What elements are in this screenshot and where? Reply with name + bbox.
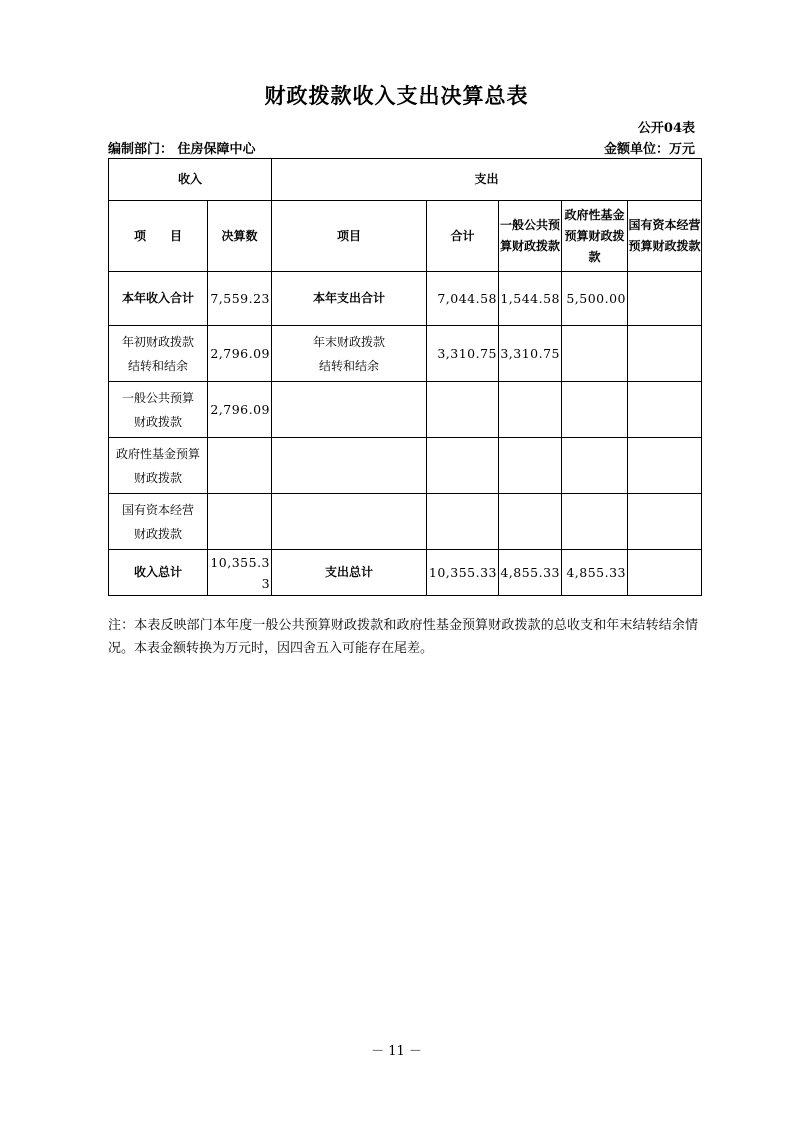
income-item: [109, 326, 208, 382]
income-amount-line2: 3: [261, 575, 271, 591]
budget-summary-table: [108, 158, 702, 596]
income-item-line1: 一般公共预算: [121, 390, 194, 405]
col-gov-fund-line1: 政府性基金: [564, 207, 625, 222]
table-row: [109, 550, 702, 596]
expense-total: 7,044.58: [427, 272, 499, 326]
form-number: 公开04表: [637, 121, 695, 136]
empty-cell: [427, 438, 499, 494]
income-item: [109, 438, 208, 494]
income-item: [109, 494, 208, 550]
expense-item-line2: 结转和结余: [319, 358, 380, 373]
col-total: 合计: [427, 201, 499, 272]
empty-cell: [562, 494, 628, 550]
footnote: 注：本表反映部门本年度一般公共预算财政拨款和政府性基金预算财政拨款的总收支和年末结转结余情况。本表金额转换为万元时，因四舍五入可能存在尾差。: [108, 618, 698, 656]
empty-cell: [628, 438, 702, 494]
empty-cell: [272, 438, 427, 494]
empty-cell: [628, 494, 702, 550]
page-title: 财政拨款收入支出决算总表: [264, 83, 529, 108]
empty-cell: [427, 382, 499, 438]
income-amount: [208, 438, 272, 494]
table-row: [109, 382, 702, 438]
table-row: [109, 494, 702, 550]
income-item-line2: 财政拨款: [133, 526, 182, 541]
income-amount: [208, 494, 272, 550]
expense-state-capital: [628, 326, 702, 382]
table-row: [109, 326, 702, 382]
income-amount: 2,796.09: [208, 326, 272, 382]
income-item: 本年收入合计: [109, 272, 208, 326]
income-header: 收入: [109, 159, 272, 201]
expense-item: [272, 326, 427, 382]
empty-cell: [562, 382, 628, 438]
expense-total: 3,310.75: [427, 326, 499, 382]
empty-cell: [499, 438, 562, 494]
col-gov-fund-line2: 预算财政拨: [564, 228, 625, 243]
income-item-line2: 结转和结余: [127, 358, 188, 373]
income-item-line2: 财政拨款: [133, 414, 182, 429]
empty-cell: [272, 382, 427, 438]
col-amount: 决算数: [208, 201, 272, 272]
expense-gov-fund: 5,500.00: [562, 272, 628, 326]
col-general-budget: [499, 201, 562, 272]
income-item-line1: 国有资本经营: [121, 502, 194, 517]
income-item-line2: 财政拨款: [133, 470, 182, 485]
section-header-row: [109, 159, 702, 201]
empty-cell: [427, 494, 499, 550]
income-item-line1: 年初财政拨款: [121, 334, 194, 349]
expense-state-capital: [628, 550, 702, 596]
col-general-line2: 算财政拨款: [500, 239, 561, 253]
department-label: 编制部门： 住房保障中心: [108, 142, 256, 157]
col-item-expense: 项目: [272, 201, 427, 272]
col-state-capital-line2: 预算财政拨款: [628, 239, 701, 253]
empty-cell: [499, 494, 562, 550]
expense-item: 本年支出合计: [272, 272, 427, 326]
page-number: － 11 －: [371, 1044, 422, 1059]
income-amount-line1: 10,355.3: [210, 554, 271, 570]
expense-gov-fund: [562, 326, 628, 382]
table-row: [109, 438, 702, 494]
expense-header: 支出: [272, 159, 702, 201]
expense-general: 4,855.33: [499, 550, 562, 596]
empty-cell: [272, 494, 427, 550]
income-item: [109, 382, 208, 438]
expense-general: 3,310.75: [499, 326, 562, 382]
empty-cell: [562, 438, 628, 494]
col-state-capital-line1: 国有资本经营: [628, 218, 701, 232]
column-header-row: [109, 201, 702, 272]
col-gov-fund: [562, 201, 628, 272]
expense-item: 支出总计: [272, 550, 427, 596]
expense-total: 10,355.33: [427, 550, 499, 596]
col-gov-fund-line3: 款: [588, 249, 601, 264]
expense-item-line1: 年末财政拨款: [313, 334, 386, 349]
income-amount: 7,559.23: [208, 272, 272, 326]
income-item-line1: 政府性基金预算: [115, 446, 200, 461]
income-item: 收入总计: [109, 550, 208, 596]
unit-label: 金额单位：万元: [603, 142, 695, 157]
table-row: [109, 272, 702, 326]
expense-general: 1,544.58: [499, 272, 562, 326]
income-amount: 2,796.09: [208, 382, 272, 438]
col-item-income: 项 目: [109, 201, 208, 272]
expense-state-capital: [628, 272, 702, 326]
expense-gov-fund: 4,855.33: [562, 550, 628, 596]
income-amount: [208, 550, 272, 596]
empty-cell: [628, 382, 702, 438]
col-general-line1: 一般公共预: [500, 218, 561, 232]
empty-cell: [499, 382, 562, 438]
col-state-capital: [628, 201, 702, 272]
